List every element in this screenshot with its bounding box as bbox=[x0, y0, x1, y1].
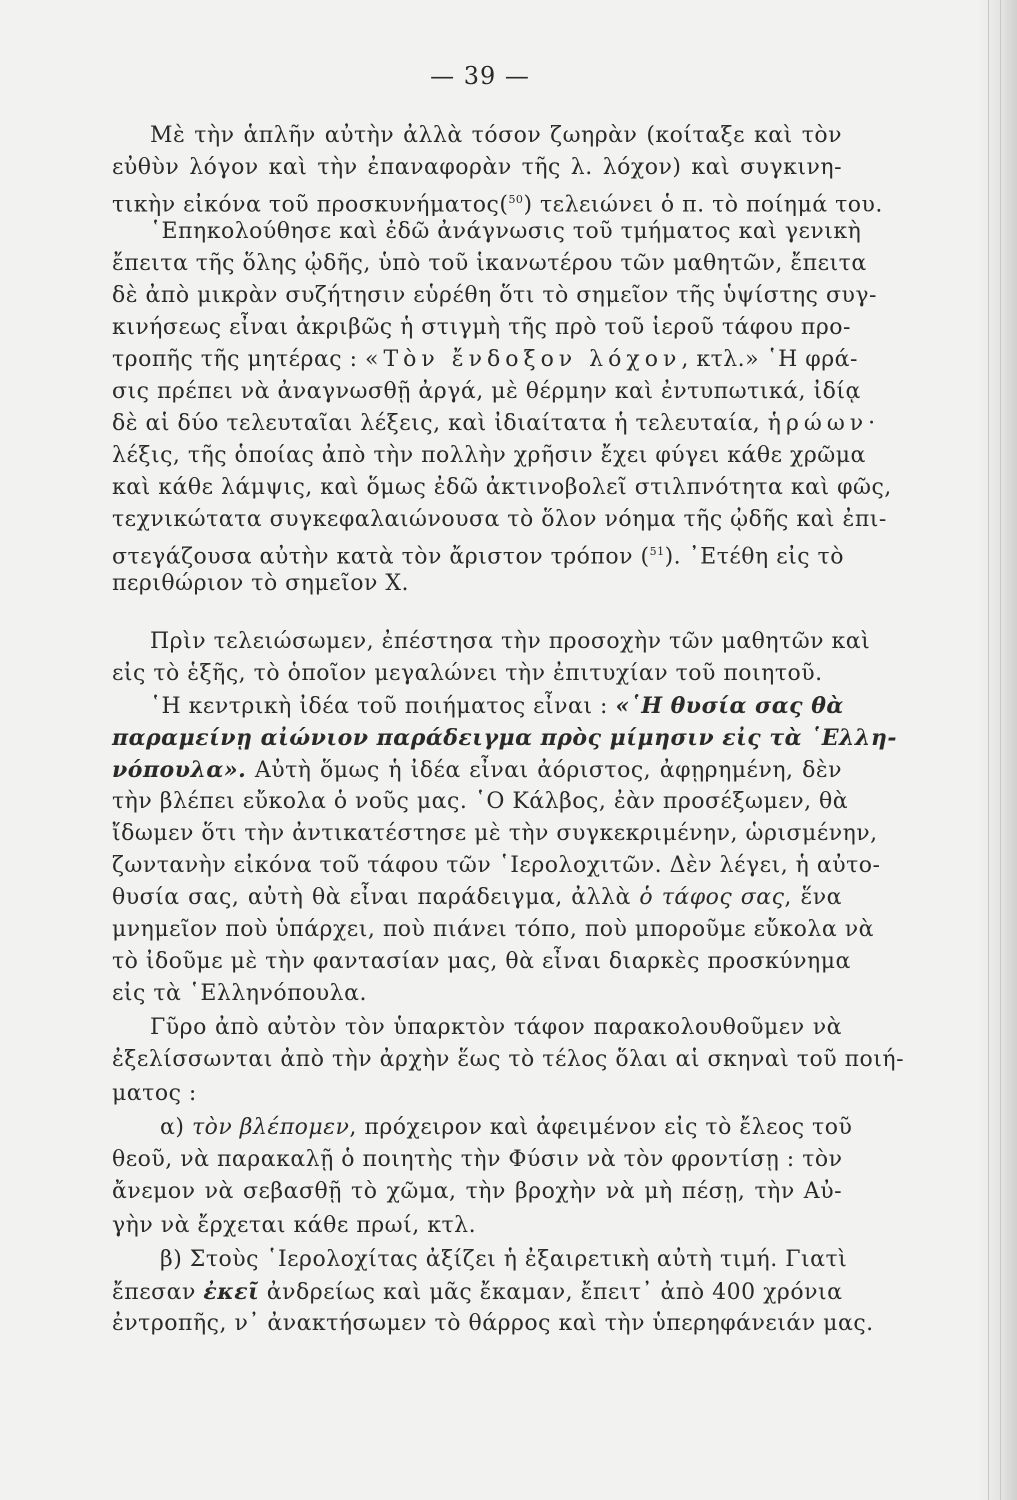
text-span: , κτλ.» ῾Η φρά- bbox=[681, 347, 858, 372]
text-line: ἴδωμεν ὅτι τὴν ἀντικατέστησε μὲ τὴν συγκεκριμένην, ὡρισμένην, bbox=[112, 821, 878, 846]
text-line: ἐντροπῆς, ν᾿ ἀνακτήσωμεν τὸ θάρρος καὶ τὴν ὑπερηφάνειάν μας. bbox=[112, 1311, 874, 1336]
text-line: ἔπειτα τῆς ὅλης ᾠδῆς, ὑπὸ τοῦ ἱκανωτέρου τῶν μαθητῶν, ἔπειτα bbox=[112, 251, 867, 276]
text-line bbox=[112, 344, 858, 376]
text-span: , πρόχειρον καὶ ἀφειμένον εἰς τὸ ἔλεος τοῦ bbox=[349, 1115, 853, 1140]
text-span: ἔπεσαν bbox=[112, 1280, 204, 1305]
text-line bbox=[160, 1112, 853, 1144]
text-line: β) Στοὺς ῾Ιερολοχίτας ἀξίζει ἡ ἐξαιρετικὴ αὐτὴ τιμή. Γιατὶ bbox=[160, 1247, 848, 1272]
text-span: τικὴν εἰκόνα τοῦ προσκυνήματος( bbox=[112, 192, 509, 218]
text-span: στεγάζουσα αὐτὴν κατὰ τὸν ἄριστον τρόπον ( bbox=[112, 544, 650, 570]
footnote-ref: 51 bbox=[649, 545, 665, 558]
text-span: , ἕνα bbox=[784, 885, 842, 910]
text-line: κινήσεως εἶναι ἀκριβῶς ἡ στιγμὴ τῆς πρὸ τοῦ ἱεροῦ τάφου προ- bbox=[112, 315, 851, 340]
text-line bbox=[112, 882, 842, 914]
text-line: Γῦρο ἀπὸ αὐτὸν τὸν ὑπαρκτὸν τάφον παρακολουθοῦμεν νὰ bbox=[150, 1015, 842, 1040]
text-line: μνημεῖον ποὺ ὑπάρχει, ποὺ πιάνει τόπο, ποὺ μποροῦμε εὔκολα νὰ bbox=[112, 917, 874, 942]
text-line bbox=[112, 184, 883, 218]
footnote-ref: 50 bbox=[508, 193, 524, 206]
text-line: παραμείνῃ αἰώνιον παράδειγμα πρὸς μίμησιν εἰς τὰ ῾Ελλη- bbox=[112, 725, 897, 751]
text-line bbox=[112, 408, 876, 440]
text-line: τεχνικώτατα συγκεφαλαιώνουσα τὸ ὅλον νόημα τῆς ᾠδῆς καὶ ἐπι- bbox=[112, 507, 887, 532]
page-edge-line bbox=[1000, 0, 1001, 1500]
text-span: · bbox=[868, 411, 876, 436]
text-span: δὲ αἱ δύο τελευταῖαι λέξεις, καὶ ἰδιαίτατα ἡ τελευταία, bbox=[112, 411, 768, 436]
text-line: ἄνεμον νὰ σεβασθῇ τὸ χῶμα, τὴν βροχὴν νὰ μὴ πέσῃ, τὴν Αὐ- bbox=[112, 1179, 842, 1204]
text-line: σις πρέπει νὰ ἀναγνωσθῇ ἀργά, μὲ θέρμην καὶ ἐντυπωτικά, ἰδίᾳ bbox=[112, 379, 861, 404]
italic-phrase: τὸν βλέπομεν bbox=[191, 1115, 350, 1140]
text-span: θυσία σας, αὐτὴ θὰ εἶναι παράδειγμα, ἀλλὰ bbox=[112, 885, 640, 910]
bold-italic-quote: «῾Η θυσία σας θὰ bbox=[615, 693, 844, 719]
text-line: ῾Επηκολούθησε καὶ ἐδῶ ἀνάγνωσις τοῦ τμήματος καὶ γενικὴ bbox=[150, 219, 862, 244]
text-span: ). ᾿Ετέθη εἰς τὸ bbox=[664, 544, 844, 570]
text-line bbox=[112, 754, 842, 786]
text-line bbox=[112, 536, 842, 568]
text-span: α) bbox=[160, 1115, 192, 1140]
text-line: τὸ ἰδοῦμε μὲ τὴν φαντασίαν μας, θὰ εἶναι διαρκὲς προσκύνημα bbox=[112, 949, 851, 974]
text-line: λέξις, τῆς ὁποίας ἀπὸ τὴν πολλὴν χρῆσιν ἔχει φύγει κάθε χρῶμα bbox=[112, 443, 866, 468]
text-line: εἰς τὸ ἑξῆς, τὸ ὁποῖον μεγαλώνει τὴν ἐπιτυχίαν τοῦ ποιητοῦ. bbox=[112, 661, 823, 686]
text-span: τροπῆς τῆς μητέρας : bbox=[112, 347, 366, 372]
text-line: ματος : bbox=[112, 1081, 197, 1106]
text-line: περιθώριον τὸ σημεῖον Χ. bbox=[112, 571, 409, 596]
italic-phrase: ὁ τάφος σας bbox=[639, 885, 785, 910]
text-line: τὴν βλέπει εὔκολα ὁ νοῦς μας. ῾Ο Κάλβος, ἐὰν προσέξωμεν, θὰ bbox=[112, 789, 849, 814]
text-line: ζωντανὴν εἰκόνα τοῦ τάφου τῶν ῾Ιερολοχιτῶν. Δὲν λέγει, ἡ αὐτο- bbox=[112, 853, 881, 878]
text-line: δὲ ἀπὸ μικρὰν συζήτησιν εὑρέθη ὅτι τὸ σημεῖον τῆς ὑψίστης συγ- bbox=[112, 283, 877, 308]
spaced-quote: «Τὸν ἔνδοξον λόχον bbox=[365, 347, 682, 372]
text-line bbox=[112, 1276, 842, 1308]
bold-italic-word: ἐκεῖ bbox=[203, 1279, 260, 1305]
text-line: καὶ κάθε λάμψις, καὶ ὅμως ἐδῶ ἀκτινοβολεῖ στιλπνότητα καὶ φῶς, bbox=[112, 475, 892, 500]
text-span: ῾Η κεντρικὴ ἰδέα τοῦ ποιήματος εἶναι : bbox=[150, 694, 616, 719]
page-edge-shadow bbox=[977, 0, 1017, 1500]
text-line: γὴν νὰ ἔρχεται κάθε πρωί, κτλ. bbox=[112, 1213, 477, 1238]
text-span: ) τελειώνει ὁ π. τὸ ποίημά του. bbox=[523, 192, 883, 218]
bold-italic-quote: νόπουλα». bbox=[112, 757, 247, 783]
text-line: Πρὶν τελειώσωμεν, ἐπέστησα τὴν προσοχὴν τῶν μαθητῶν καὶ bbox=[150, 629, 871, 654]
text-line: Μὲ τὴν ἁπλῆν αὐτὴν ἀλλὰ τόσον ζωηρὰν (κοίταξε καὶ τὸν bbox=[150, 123, 842, 148]
page-edge-line bbox=[988, 0, 989, 1500]
text-line: ἐξελίσσωνται ἀπὸ τὴν ἀρχὴν ἕως τὸ τέλος ὅλαι αἱ σκηναὶ τοῦ ποιή- bbox=[112, 1047, 905, 1072]
text-line: θεοῦ, νὰ παρακαλῇ ὁ ποιητὴς τὴν Φύσιν νὰ τὸν φροντίσῃ : τὸν bbox=[112, 1147, 843, 1172]
page-number: — 39 — bbox=[430, 62, 530, 90]
text-span: Αὐτὴ ὅμως ἡ ἰδέα εἶναι ἀόριστος, ἀφῃρημένη, δὲν bbox=[246, 758, 842, 783]
text-line: εἰς τὰ ῾Ελληνόπουλα. bbox=[112, 981, 367, 1006]
text-span: ἀνδρείως καὶ μᾶς ἔκαμαν, ἔπειτ᾿ ἀπὸ 400 χρόνια bbox=[259, 1280, 843, 1305]
spaced-word: ἡρώων bbox=[767, 411, 869, 436]
text-line bbox=[150, 690, 842, 722]
text-line: εὐθὺν λόγον καὶ τὴν ἐπαναφορὰν τῆς λ. λόχον) καὶ συγκινη- bbox=[112, 155, 842, 180]
